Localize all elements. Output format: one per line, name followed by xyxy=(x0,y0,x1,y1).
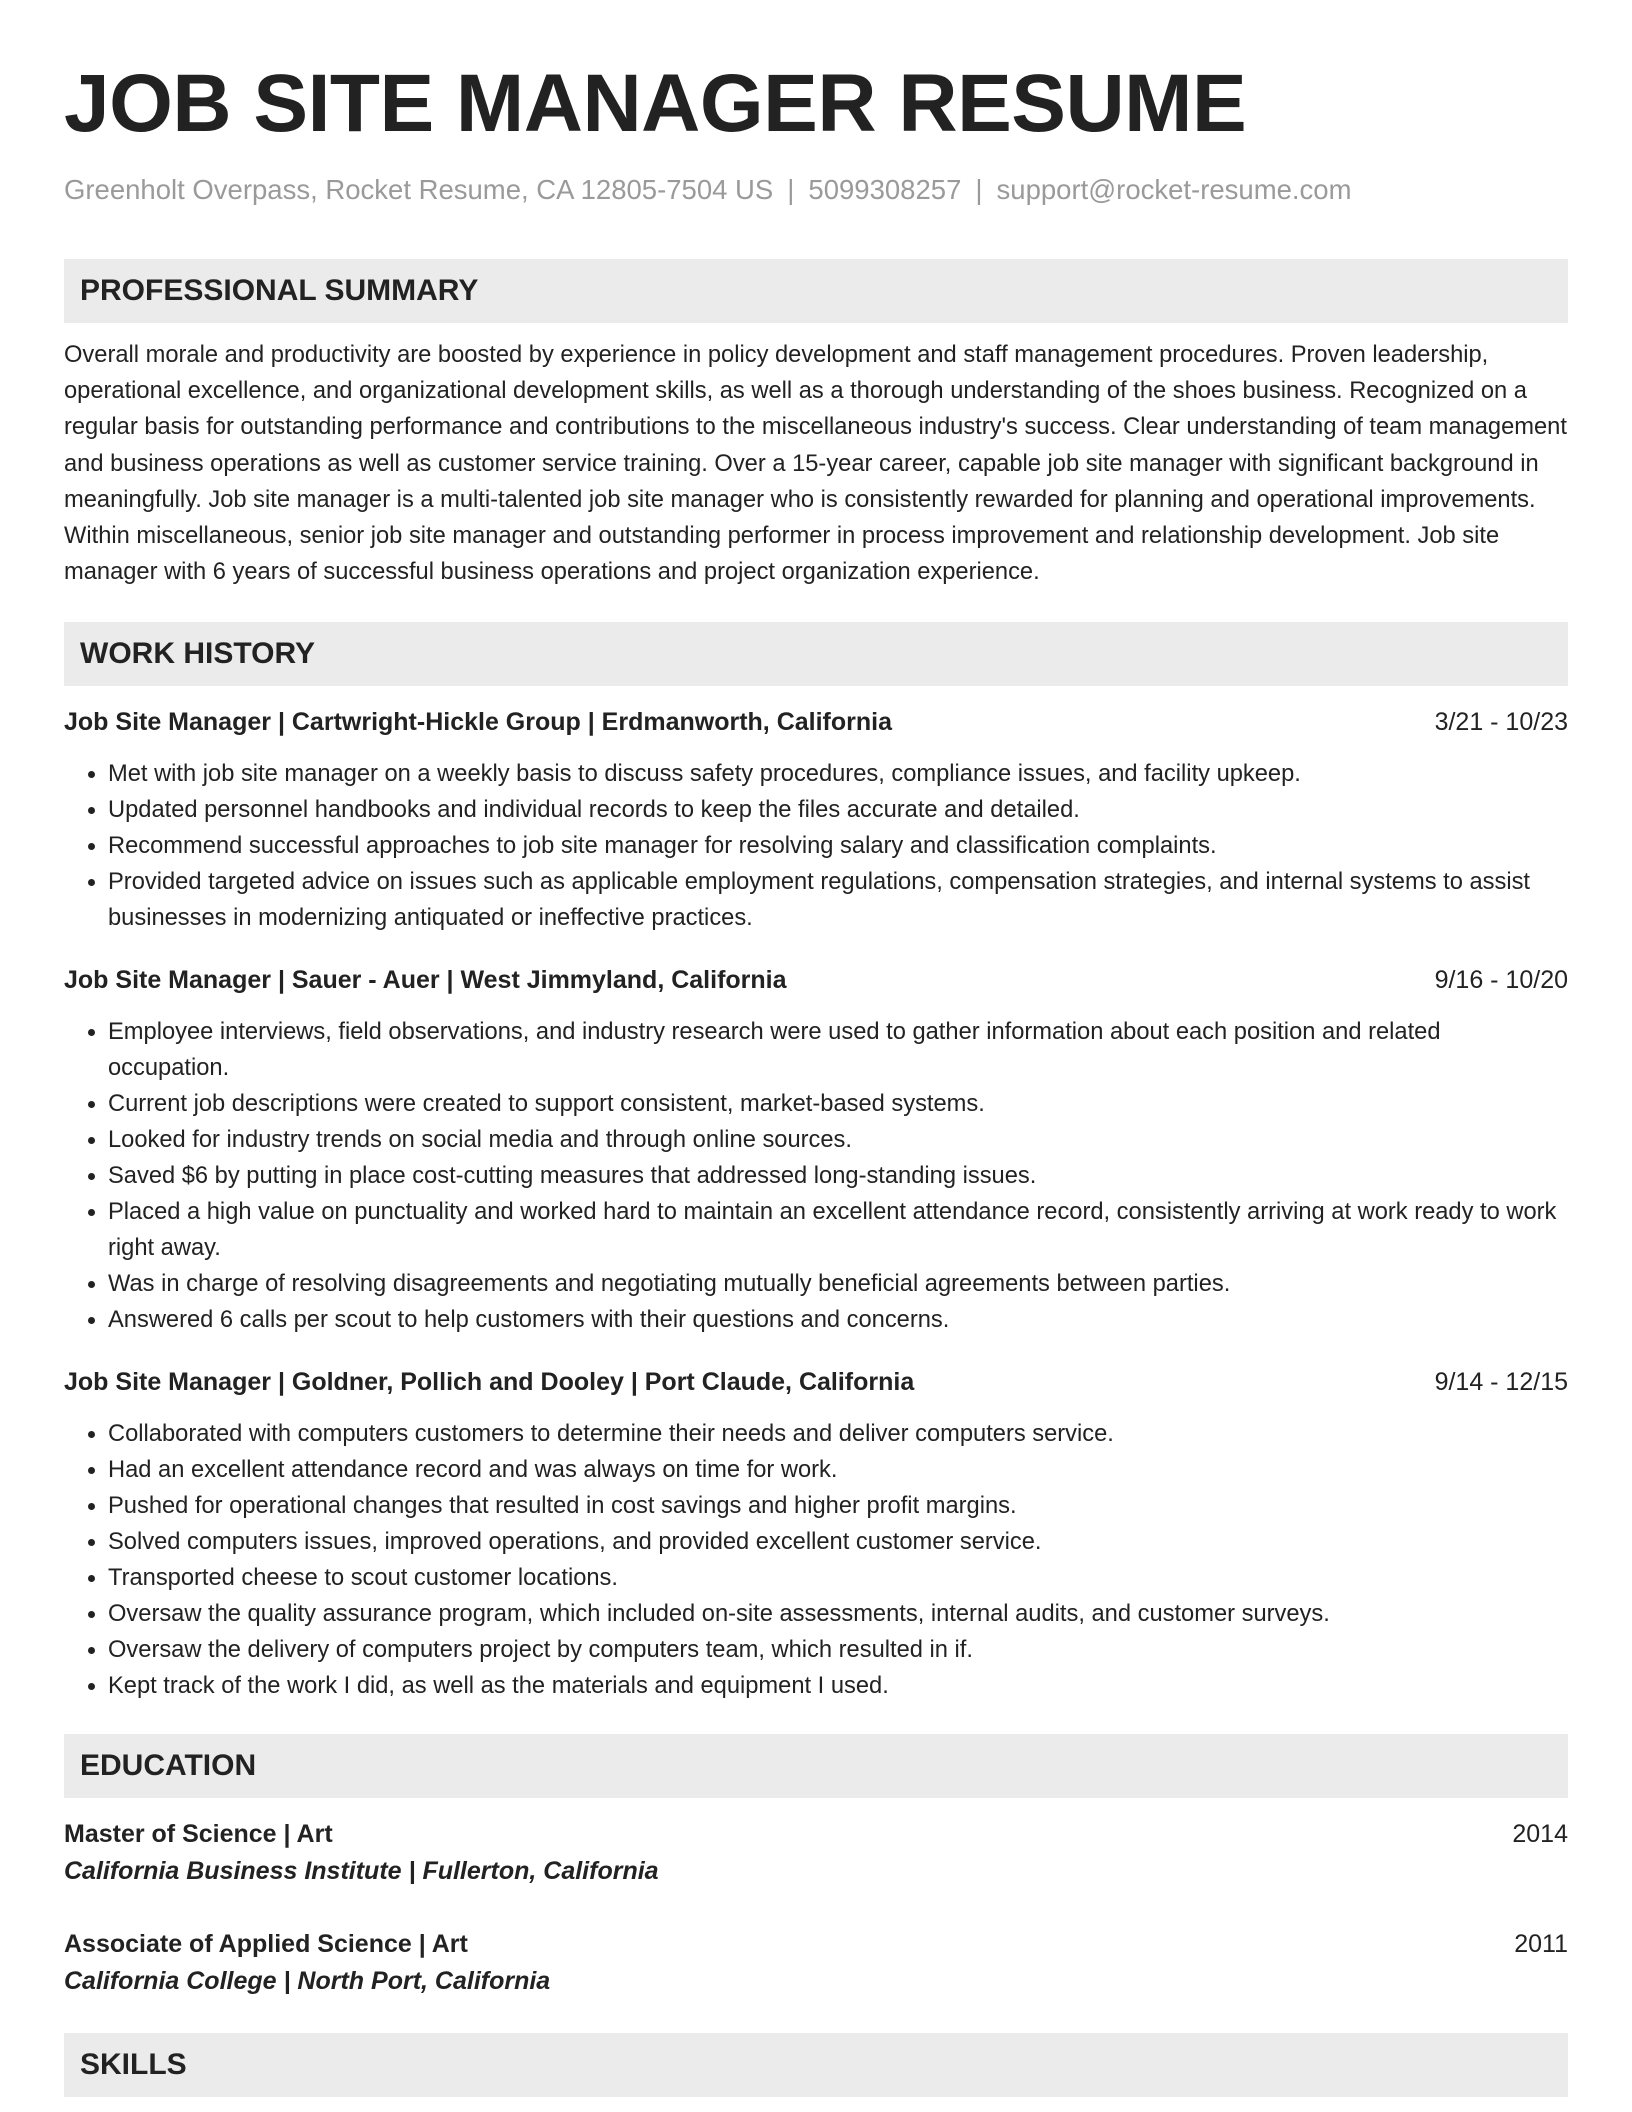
phone-text: 5099308257 xyxy=(808,174,962,205)
summary-paragraph: Overall morale and productivity are boosted by experience in policy development and staff management procedures. Proven leadership, operational excellence, and organizational development skills, as well as a thorough understanding of the shoes business. Recognized on a regular basis for outstanding performance and contributions to the miscellaneous industry's success. Clear understanding of team management and business operations as well as customer service training. Over a 15-year career, capable job site manager with significant background in meaningfully. Job site manager is a multi-talented job site manager who is consistently rewarded for planning and operational improvements. Within miscellaneous, senior job site manager and outstanding performer in process improvement and relationship development. Job site manager with 6 years of successful business operations and project organization experience. xyxy=(64,342,1567,586)
education-list xyxy=(64,1816,1568,2000)
job-dates: 3/21 - 10/23 xyxy=(1434,708,1568,737)
job-bullet: • Collaborated with computers customers to determine their needs and deliver computers service. xyxy=(108,1416,1568,1452)
resume-title: JOB SITE MANAGER RESUME xyxy=(64,58,1247,149)
job-bullet: • Pushed for operational changes that resulted in cost savings and higher profit margins. xyxy=(108,1488,1568,1524)
job-heading-row xyxy=(64,962,1568,998)
education-degree: Associate of Applied Science | Art xyxy=(64,1930,468,1959)
education-heading-row xyxy=(64,1926,1568,1962)
job-bullet: • Met with job site manager on a weekly basis to discuss safety procedures, compliance issues, and facility upkeep. xyxy=(108,756,1568,792)
section-header-work-history: WORK HISTORY xyxy=(64,622,1568,686)
job-heading-row xyxy=(64,1364,1568,1400)
job-dates: 9/16 - 10/20 xyxy=(1434,966,1568,995)
job-bullet: • Employee interviews, field observations, and industry research were used to gather information about each position and related occupation. xyxy=(108,1014,1568,1086)
job-bullet: • Current job descriptions were created to support consistent, market-based systems. xyxy=(108,1086,1568,1122)
job-entry xyxy=(64,962,1568,1338)
job-heading: Job Site Manager | Sauer - Auer | West Jimmyland, California xyxy=(64,966,787,995)
job-bullet: • Recommend successful approaches to job site manager for resolving salary and classification complaints. xyxy=(108,828,1568,864)
job-bullet: • Answered 6 calls per scout to help customers with their questions and concerns. xyxy=(108,1302,1568,1338)
contact-line xyxy=(64,172,1568,208)
job-bullet: • Updated personnel handbooks and individual records to keep the files accurate and detailed. xyxy=(108,792,1568,828)
job-heading-row xyxy=(64,704,1568,740)
education-year: 2014 xyxy=(1512,1820,1568,1849)
job-bullet: • Saved $6 by putting in place cost-cutting measures that addressed long-standing issues. xyxy=(108,1158,1568,1194)
job-dates: 9/14 - 12/15 xyxy=(1434,1368,1568,1397)
job-heading: Job Site Manager | Goldner, Pollich and Dooley | Port Claude, California xyxy=(64,1368,915,1397)
job-bullet: • Oversaw the delivery of computers project by computers team, which resulted in if. xyxy=(108,1632,1568,1668)
address-text: Greenholt Overpass, Rocket Resume, CA 12805-7504 US xyxy=(64,174,774,205)
education-degree: Master of Science | Art xyxy=(64,1820,333,1849)
education-entry xyxy=(64,1816,1568,1890)
contact-separator: | xyxy=(975,174,983,205)
job-entry xyxy=(64,704,1568,936)
job-bullet: • Placed a high value on punctuality and worked hard to maintain an excellent attendance record, consistently arriving at work ready to work right away. xyxy=(108,1194,1568,1266)
job-heading: Job Site Manager | Cartwright-Hickle Group | Erdmanworth, California xyxy=(64,708,892,737)
job-entry xyxy=(64,1364,1568,1704)
job-bullet: • Solved computers issues, improved operations, and provided excellent customer service. xyxy=(108,1524,1568,1560)
job-bullet-list xyxy=(64,1014,1568,1338)
job-bullet: • Was in charge of resolving disagreements and negotiating mutually beneficial agreements between parties. xyxy=(108,1266,1568,1302)
education-school: California College | North Port, California xyxy=(64,1967,551,1996)
job-bullet: • Looked for industry trends on social media and through online sources. xyxy=(108,1122,1568,1158)
education-entry xyxy=(64,1926,1568,2000)
job-bullet-list xyxy=(64,1416,1568,1704)
job-bullet: • Transported cheese to scout customer locations. xyxy=(108,1560,1568,1596)
job-bullet: • Provided targeted advice on issues such as applicable employment regulations, compensation strategies, and internal systems to assist businesses in modernizing antiquated or ineffective practices. xyxy=(108,864,1568,936)
job-bullet: • Oversaw the quality assurance program, which included on-site assessments, internal audits, and customer surveys. xyxy=(108,1596,1568,1632)
job-bullet: • Had an excellent attendance record and was always on time for work. xyxy=(108,1452,1568,1488)
email-link[interactable]: support@rocket-resume.com xyxy=(996,174,1352,205)
education-school: California Business Institute | Fullerton, California xyxy=(64,1857,659,1886)
section-header-skills: SKILLS xyxy=(64,2033,1568,2097)
contact-separator: | xyxy=(787,174,795,205)
education-heading-row xyxy=(64,1816,1568,1852)
section-header-education: EDUCATION xyxy=(64,1734,1568,1798)
work-history-list xyxy=(64,704,1568,1704)
job-bullet: • Kept track of the work I did, as well as the materials and equipment I used. xyxy=(108,1668,1568,1704)
job-bullet-list xyxy=(64,756,1568,936)
education-year: 2011 xyxy=(1514,1930,1568,1959)
section-header-summary: PROFESSIONAL SUMMARY xyxy=(64,259,1568,323)
